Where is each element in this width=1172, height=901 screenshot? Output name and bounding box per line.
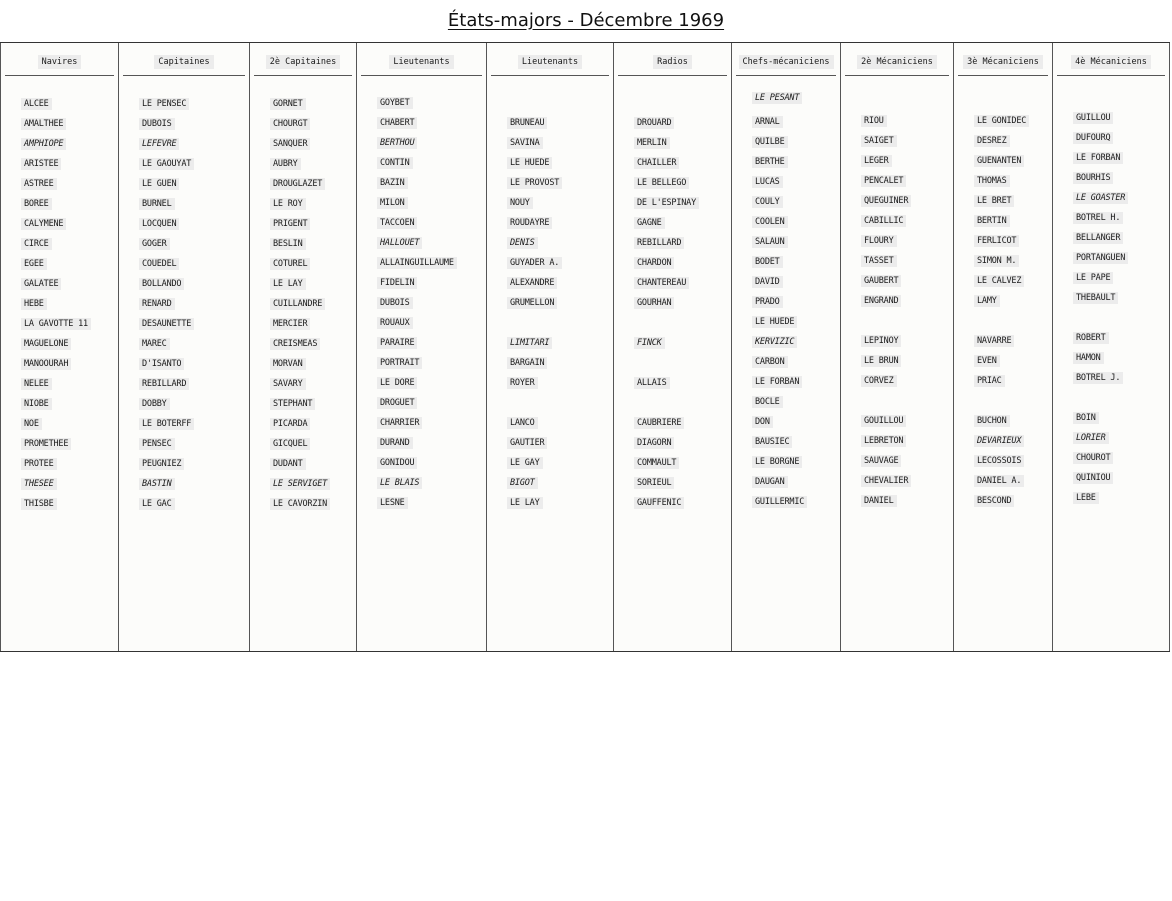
table-cell: CHARRIER [377, 417, 422, 429]
table-cell: BESCOND [974, 495, 1014, 507]
table-cell: CHAILLER [634, 157, 679, 169]
column-header [845, 49, 949, 76]
table-cell: DON [752, 416, 773, 428]
column-header [491, 49, 609, 76]
table-cell: LORIER [1073, 432, 1109, 444]
column-header-label: Chefs-mécaniciens [739, 55, 834, 69]
table-cell: TASSET [861, 255, 897, 267]
column-4 [356, 43, 486, 651]
table-cell: PICARDA [270, 418, 310, 430]
table-cell: DANIEL [861, 495, 897, 507]
table-cell: ARISTEE [21, 158, 61, 170]
table-cell: BARGAIN [507, 357, 547, 369]
table-cell: LE DORE [377, 377, 417, 389]
table-cell: LE PESANT [752, 92, 802, 104]
table-cell: NELEE [21, 378, 52, 390]
table-cell: GUENANTEN [974, 155, 1024, 167]
table-cell: COTUREL [270, 258, 310, 270]
table-cell: LEBRETON [861, 435, 906, 447]
table-cell: LUCAS [752, 176, 783, 188]
table-cell: REBILLARD [634, 237, 684, 249]
table-cell: THEBAULT [1073, 292, 1118, 304]
table-cell: PENSEC [139, 438, 175, 450]
table-cell: LE PENSEC [139, 98, 189, 110]
table-cell: BOTREL H. [1073, 212, 1123, 224]
table-cell: AMALTHEE [21, 118, 66, 130]
column-header-label: Lieutenants [389, 55, 453, 69]
table-cell: GAUTIER [507, 437, 547, 449]
table-cell: CHOUROT [1073, 452, 1113, 464]
table-cell: BOURHIS [1073, 172, 1113, 184]
table-cell: BRUNEAU [507, 117, 547, 129]
table-cell: LE GAC [139, 498, 175, 510]
column-header-label: Navires [38, 55, 82, 69]
table-cell: LE LAY [270, 278, 306, 290]
table-cell: LIMITARI [507, 337, 552, 349]
table-cell: BOIN [1073, 412, 1099, 424]
column-header [958, 49, 1048, 76]
table-cell: NOUY [507, 197, 533, 209]
table-cell: MILON [377, 197, 408, 209]
table-cell: DROUGLAZET [270, 178, 325, 190]
table-cell: FERLICOT [974, 235, 1019, 247]
table-cell: CHABERT [377, 117, 417, 129]
table-cell: LOCQUEN [139, 218, 179, 230]
table-cell: LE BORGNE [752, 456, 802, 468]
table-cell: HAMON [1073, 352, 1104, 364]
table-cell: DANIEL A. [974, 475, 1024, 487]
table-cell: GOYBET [377, 97, 413, 109]
table-cell: DUBOIS [377, 297, 413, 309]
table-cell: GOURHAN [634, 297, 674, 309]
table-cell: HEBE [21, 298, 47, 310]
table-cell: NIOBE [21, 398, 52, 410]
document-title: États-majors - Décembre 1969 [447, 10, 725, 31]
table-cell: CORVEZ [861, 375, 897, 387]
table-cell: DURAND [377, 437, 413, 449]
table-cell: LEGER [861, 155, 892, 167]
table-cell: PROTEE [21, 458, 57, 470]
table-cell: GALATEE [21, 278, 61, 290]
table-cell: LEBE [1073, 492, 1099, 504]
table-cell: SAUVAGE [861, 455, 901, 467]
column-10 [1052, 43, 1170, 651]
table-cell: DROUARD [634, 117, 674, 129]
table-cell: BURNEL [139, 198, 175, 210]
table-cell: DE L'ESPINAY [634, 197, 699, 209]
table-cell: LE GONIDEC [974, 115, 1029, 127]
table-cell: GOUILLOU [861, 415, 906, 427]
table-cell: SAVINA [507, 137, 543, 149]
column-header-label: 3è Mécaniciens [963, 55, 1043, 69]
table-cell: ALCEE [21, 98, 52, 110]
table-cell: ALLAINGUILLAUME [377, 257, 457, 269]
table-cell: PROMETHEE [21, 438, 71, 450]
table-cell: BUCHON [974, 415, 1010, 427]
column-header [5, 49, 114, 76]
table-cell: GAUBERT [861, 275, 901, 287]
table-cell: LE BRUN [861, 355, 901, 367]
table-cell: LE BOTERFF [139, 418, 194, 430]
table-cell: DOBBY [139, 398, 170, 410]
column-header [618, 49, 727, 76]
table-cell: SAIGET [861, 135, 897, 147]
table-cell: LE FORBAN [752, 376, 802, 388]
crew-table [0, 42, 1170, 652]
table-cell: LE BLAIS [377, 477, 422, 489]
table-cell: GAUFFENIC [634, 497, 684, 509]
table-cell: CHANTEREAU [634, 277, 689, 289]
table-cell: KERVIZIC [752, 336, 797, 348]
table-cell: LE GOASTER [1073, 192, 1128, 204]
table-cell: LE SERVIGET [270, 478, 330, 490]
table-cell: EVEN [974, 355, 1000, 367]
table-cell: COULY [752, 196, 783, 208]
table-cell: MAGUELONE [21, 338, 71, 350]
column-header [254, 49, 352, 76]
table-cell: BODET [752, 256, 783, 268]
table-cell: PRIAC [974, 375, 1005, 387]
table-cell: PORTRAIT [377, 357, 422, 369]
table-cell: DUBOIS [139, 118, 175, 130]
table-cell: MAREC [139, 338, 170, 350]
column-9 [953, 43, 1052, 651]
table-cell: GRUMELLON [507, 297, 557, 309]
table-cell: CARBON [752, 356, 788, 368]
table-cell: THOMAS [974, 175, 1010, 187]
table-cell: DROGUET [377, 397, 417, 409]
column-header-label: 2è Mécaniciens [857, 55, 937, 69]
table-cell: HALLOUET [377, 237, 422, 249]
table-cell: RIOU [861, 115, 887, 127]
column-6 [613, 43, 731, 651]
table-cell: MORVAN [270, 358, 306, 370]
table-cell: GOGER [139, 238, 170, 250]
table-cell: FIDELIN [377, 277, 417, 289]
table-cell: LE HUEDE [507, 157, 552, 169]
table-cell: LE LAY [507, 497, 543, 509]
column-header-label: Capitaines [154, 55, 213, 69]
table-cell: PRIGENT [270, 218, 310, 230]
table-cell: ALEXANDRE [507, 277, 557, 289]
table-cell: PRADO [752, 296, 783, 308]
table-cell: DIAGORN [634, 437, 674, 449]
column-7 [731, 43, 840, 651]
table-cell: DESREZ [974, 135, 1010, 147]
table-cell: LE BELLEGO [634, 177, 689, 189]
table-cell: CHOURGT [270, 118, 310, 130]
table-cell: ASTREE [21, 178, 57, 190]
table-cell: LEFEVRE [139, 138, 179, 150]
table-cell: CIRCE [21, 238, 52, 250]
table-cell: DAUGAN [752, 476, 788, 488]
table-cell: GUILLOU [1073, 112, 1113, 124]
table-cell: LANCO [507, 417, 538, 429]
table-cell: RENARD [139, 298, 175, 310]
table-cell: LEPINOY [861, 335, 901, 347]
table-cell: BERTHE [752, 156, 788, 168]
table-cell: BAUSIEC [752, 436, 792, 448]
table-cell: BOLLANDO [139, 278, 184, 290]
table-cell: GUILLERMIC [752, 496, 807, 508]
column-header-label: Lieutenants [518, 55, 582, 69]
column-header-label: 2è Capitaines [266, 55, 341, 69]
table-cell: D'ISANTO [139, 358, 184, 370]
table-cell: COOLEN [752, 216, 788, 228]
table-cell: BAZIN [377, 177, 408, 189]
table-cell: ARNAL [752, 116, 783, 128]
table-cell: LE FORBAN [1073, 152, 1123, 164]
table-cell: QUEGUINER [861, 195, 911, 207]
table-cell: ROUDAYRE [507, 217, 552, 229]
table-cell: THISBE [21, 498, 57, 510]
column-5 [486, 43, 613, 651]
table-cell: PEUGNIEZ [139, 458, 184, 470]
table-cell: LE GUEN [139, 178, 179, 190]
table-cell: FINCK [634, 337, 665, 349]
table-cell: BESLIN [270, 238, 306, 250]
table-cell: LAMY [974, 295, 1000, 307]
column-header [1057, 49, 1165, 76]
table-cell: MERLIN [634, 137, 670, 149]
table-cell: GUYADER A. [507, 257, 562, 269]
table-cell: MERCIER [270, 318, 310, 330]
table-cell: BELLANGER [1073, 232, 1123, 244]
table-cell: LECOSSOIS [974, 455, 1024, 467]
table-cell: ROBERT [1073, 332, 1109, 344]
table-cell: ENGRAND [861, 295, 901, 307]
table-cell: EGEE [21, 258, 47, 270]
table-cell: THESEE [21, 478, 57, 490]
table-cell: SALAUN [752, 236, 788, 248]
table-cell: CHARDON [634, 257, 674, 269]
table-cell: LE GAY [507, 457, 543, 469]
column-header-label: Radios [653, 55, 692, 69]
table-cell: BERTHOU [377, 137, 417, 149]
table-cell: LE ROY [270, 198, 306, 210]
table-cell: DENIS [507, 237, 538, 249]
table-cell: LA GAVOTTE 11 [21, 318, 91, 330]
column-3 [249, 43, 356, 651]
table-cell: GICQUEL [270, 438, 310, 450]
table-cell: LE BRET [974, 195, 1014, 207]
table-cell: CAUBRIERE [634, 417, 684, 429]
table-cell: NOE [21, 418, 42, 430]
table-cell: REBILLARD [139, 378, 189, 390]
table-cell: BIGOT [507, 477, 538, 489]
table-cell: CREISMEAS [270, 338, 320, 350]
table-cell: BASTIN [139, 478, 175, 490]
column-header [123, 49, 245, 76]
table-cell: LE PAPE [1073, 272, 1113, 284]
table-cell: ROUAUX [377, 317, 413, 329]
table-cell: QUINIOU [1073, 472, 1113, 484]
table-cell: FLOURY [861, 235, 897, 247]
table-cell: LE GAOUYAT [139, 158, 194, 170]
table-cell: DESAUNETTE [139, 318, 194, 330]
table-cell: QUILBE [752, 136, 788, 148]
table-cell: BOCLE [752, 396, 783, 408]
table-cell: PENCALET [861, 175, 906, 187]
table-cell: LE PROVOST [507, 177, 562, 189]
table-cell: DEVARIEUX [974, 435, 1024, 447]
table-cell: GORNET [270, 98, 306, 110]
table-cell: SAVARY [270, 378, 306, 390]
table-cell: DUFOURQ [1073, 132, 1113, 144]
column-1 [0, 43, 118, 651]
table-cell: LE HUEDE [752, 316, 797, 328]
column-header [736, 49, 836, 76]
table-cell: CHEVALIER [861, 475, 911, 487]
table-cell: AMPHIOPE [21, 138, 66, 150]
table-cell: BERTIN [974, 215, 1010, 227]
column-8 [840, 43, 953, 651]
table-cell: DUDANT [270, 458, 306, 470]
table-cell: MANOOURAH [21, 358, 71, 370]
table-cell: SIMON M. [974, 255, 1019, 267]
table-cell: COMMAULT [634, 457, 679, 469]
table-cell: SANQUER [270, 138, 310, 150]
table-cell: LE CALVEZ [974, 275, 1024, 287]
table-cell: ROYER [507, 377, 538, 389]
table-cell: GONIDOU [377, 457, 417, 469]
table-cell: STEPHANT [270, 398, 315, 410]
table-cell: AUBRY [270, 158, 301, 170]
table-cell: BOTREL J. [1073, 372, 1123, 384]
table-cell: ALLAIS [634, 377, 670, 389]
table-cell: NAVARRE [974, 335, 1014, 347]
table-cell: PARAIRE [377, 337, 417, 349]
table-cell: GAGNE [634, 217, 665, 229]
table-cell: CUILLANDRE [270, 298, 325, 310]
column-2 [118, 43, 249, 651]
table-cell: BOREE [21, 198, 52, 210]
table-cell: LE CAVORZIN [270, 498, 330, 510]
column-header-label: 4è Mécaniciens [1071, 55, 1151, 69]
table-cell: SORIEUL [634, 477, 674, 489]
table-cell: TACCOEN [377, 217, 417, 229]
table-cell: COUEDEL [139, 258, 179, 270]
table-cell: CABILLIC [861, 215, 906, 227]
column-header [361, 49, 482, 76]
table-cell: PORTANGUEN [1073, 252, 1128, 264]
table-cell: CONTIN [377, 157, 413, 169]
table-cell: CALYMENE [21, 218, 66, 230]
table-cell: DAVID [752, 276, 783, 288]
table-cell: LESNE [377, 497, 408, 509]
